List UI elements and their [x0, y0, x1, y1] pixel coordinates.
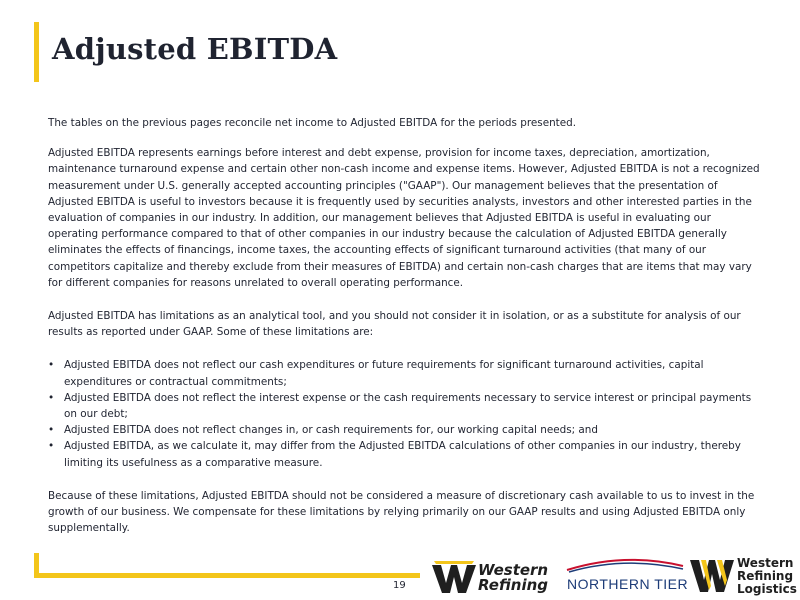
definition-paragraph: Adjusted EBITDA represents earnings before interest and debt expense, provision for income taxes, depreciation, amortization, maintenance turnaround expense and certain other non-cash income and expense items. However, Adjusted EBITDA is not a recognized measurement under U.S. generally accepted accounting principles ("GAAP"). Our management believes that the presentation of Adjusted EBITDA is useful to investors because it is frequently used by securities analysts, investors and other interested parties in the evaluation of companies in our industry. In addition, our management believes that Adjusted EBITDA is useful in evaluating our operating performance compared to that of other companies in our industry because the calculation of Adjusted EBITDA generally eliminates the effects of financings, income taxes, the accounting effects of significant turnaround activities (that many of our competitors capitalize and thereby exclude from their measures of EBITDA) and certain non-cash charges that are items that may vary for different companies for reasons unrelated to overall operating performance. [48, 147, 760, 289]
limitations-intro-paragraph: Adjusted EBITDA has limitations as an analytical tool, and you should not consider it in isolation, or as a substitute for analysis of our results as reported under GAAP. Some of these limitations are: [48, 310, 741, 339]
list-item-text: Adjusted EBITDA does not reflect the interest expense or the cash requirements necessary to service interest or principal payments on our debt; [64, 391, 752, 421]
logo-text-refining: Refining [478, 576, 549, 594]
logo-text-western: Western [478, 561, 549, 579]
western-refining-logistics-logo [690, 556, 796, 596]
list-item-text: Adjusted EBITDA, as we calculate it, may differ from the Adjusted EBITDA calculations of other companies in our industry, thereby limiting its usefulness as a comparative measure. [64, 440, 741, 469]
list-item-text: Adjusted EBITDA does not reflect our cash expenditures or future requirements for significant turnaround activities, capital expenditures or contractual commitments; [64, 359, 704, 388]
list-item-text: Adjusted EBITDA does not reflect changes in, or cash requirements for, our working capital needs; and [64, 424, 598, 437]
bullet-icon: • [48, 391, 55, 404]
title-accent-bar [34, 22, 39, 82]
logo-text-logistics: Logistics [737, 582, 797, 596]
w-mark-icon [432, 559, 476, 595]
western-refining-logo [432, 559, 560, 595]
closing-paragraph: Because of these limitations, Adjusted EBITDA should not be considered a measure of discretionary cash available to us to invest in the growth of our business. We compensate for these limitations by relying primarily on our GAAP results and using Adjusted EBITDA only supplementally. [48, 489, 755, 535]
logo-text-refining: Refining [737, 569, 794, 583]
list-item [48, 422, 760, 438]
northern-tier-logo [565, 556, 689, 596]
limitations-list [48, 357, 760, 470]
logo-text-western: Western [737, 556, 794, 570]
body-content [48, 115, 760, 553]
intro-sentence: The tables on the previous pages reconcile net income to Adjusted EBITDA for the periods presented. [48, 117, 577, 129]
bullet-icon: • [48, 359, 55, 372]
logo-text-northern-tier: NORTHERN TIER [567, 576, 689, 592]
page-title: Adjusted EBITDA [52, 32, 338, 66]
list-item [48, 390, 760, 422]
footer-accent-bar-horizontal [34, 573, 420, 578]
wrl-mark-icon [690, 556, 734, 594]
bullet-icon: • [48, 440, 55, 453]
swoosh-icon [565, 556, 685, 574]
list-item [48, 438, 760, 470]
list-item [48, 357, 760, 389]
page-number: 19 [393, 580, 406, 591]
bullet-icon: • [48, 424, 55, 437]
